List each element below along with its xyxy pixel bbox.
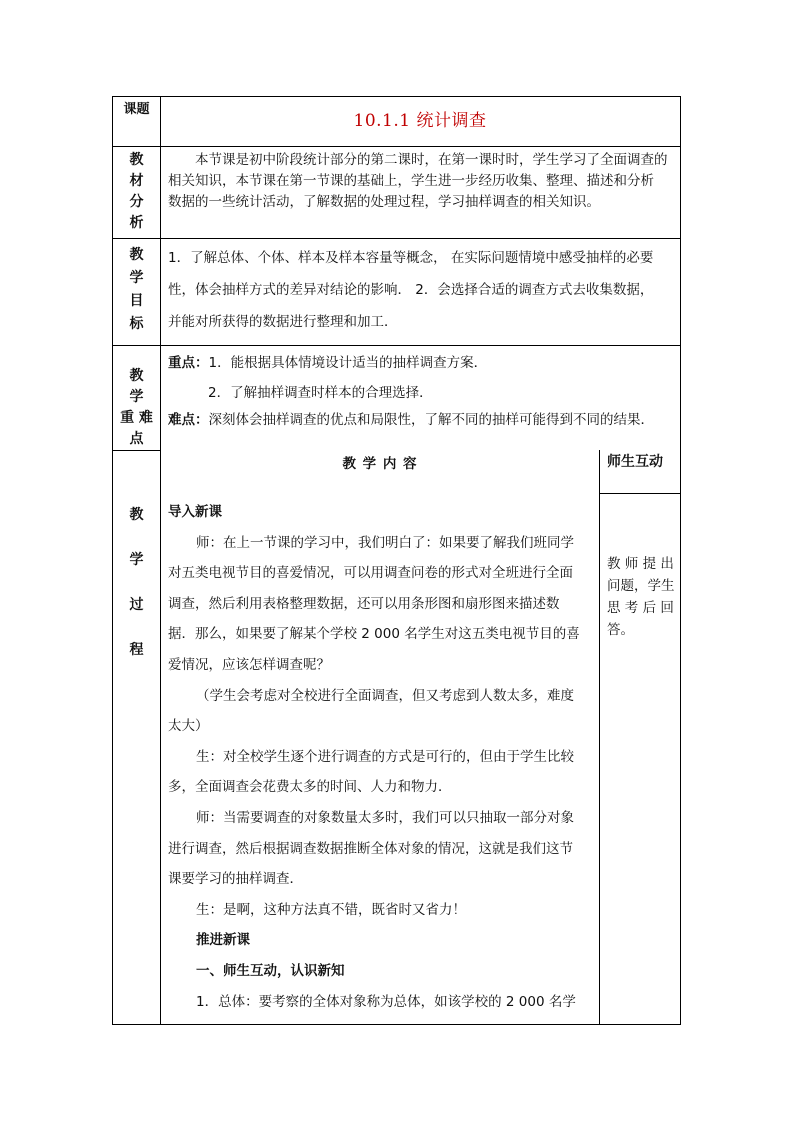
row-divider-4 <box>112 450 160 451</box>
content-line: （学生会考虑对全校进行全面调查，但又考虑到人数太多，难度 <box>196 688 574 704</box>
interaction-note-line: 思 考 后 回 <box>607 600 674 616</box>
keypoints-label: 教 学 重 难 点 <box>120 368 153 447</box>
content-line: 1．总体：要考察的全体对象称为总体，如该学校的 2 000 名学 <box>196 994 576 1010</box>
interaction-header-divider <box>600 493 681 494</box>
content-line: 多，全面调查会花费太多的时间、人力和物力． <box>168 779 452 795</box>
content-line: 爱情况，应该怎样调查呢？ <box>168 657 330 673</box>
row-divider-2 <box>112 238 681 239</box>
analysis-line-2: 相关知识，本节课在第一节课的基础上，学生进一步经历收集、整理、描述和分析 <box>168 173 654 189</box>
topic-label: 课题 <box>123 102 150 117</box>
difficulty-text: 深刻体会抽样调查的优点和局限性，了解不同的抽样可能得到不同的结果． <box>208 412 654 428</box>
content-line: 调查，然后利用表格整理数据，还可以用条形图和扇形图来描述数 <box>168 596 560 612</box>
goals-line-1: 1．了解总体、个体、样本及样本容量等概念， 在实际问题情境中感受抽样的必要 <box>168 250 654 266</box>
focus-line-2: 2．了解抽样调查时样本的合理选择． <box>208 385 433 401</box>
content-line: 师：当需要调查的对象数量太多时，我们可以只抽取一部分对象 <box>196 810 574 826</box>
content-line: 生：对全校学生逐个进行调查的方式是可行的，但由于学生比较 <box>196 749 574 765</box>
interaction-header: 师生互动 <box>607 454 663 470</box>
goals-line-2: 性，体会抽样方式的差异对结论的影响． 2．会选择合适的调查方式去收集数据， <box>168 282 654 298</box>
content-line: 课要学习的抽样调查． <box>168 871 303 887</box>
interaction-column-divider <box>599 450 600 1025</box>
section-heading: 一、师生互动，认识新知 <box>196 963 345 979</box>
goals-label: 教 学 目 标 <box>129 247 144 332</box>
focus-line-1 <box>168 353 487 373</box>
interaction-note-line: 答。 <box>607 622 634 638</box>
process-label: 教 学 过 程 <box>129 507 144 658</box>
interaction-note-line: 问题，学生 <box>607 578 675 594</box>
content-header: 教 学 内 容 <box>342 456 418 472</box>
content-line: 师：在上一节课的学习中，我们明白了：如果要了解我们班同学 <box>196 535 574 551</box>
content-line: 太大） <box>168 718 209 734</box>
section-heading: 导入新课 <box>168 504 222 520</box>
table-border-top <box>112 96 681 97</box>
analysis-line-3: 数据的一些统计活动，了解数据的处理过程，学习抽样调查的相关知识。 <box>168 194 600 210</box>
analysis-line-1: 本节课是初中阶段统计部分的第二课时，在第一课时时，学生学习了全面调查的 <box>168 152 668 168</box>
difficulty-tag: 难点： <box>168 412 209 428</box>
row-divider-3 <box>112 345 681 346</box>
interaction-note-line: 教 师 提 出 <box>607 556 674 572</box>
content-line: 生：是啊，这种方法真不错，既省时又省力！ <box>196 902 466 918</box>
table-border-right <box>680 96 681 1025</box>
label-column-divider <box>160 96 161 1025</box>
lesson-title: 10.1.1 统计调查 <box>353 111 487 131</box>
focus-tag: 重点： <box>168 355 209 371</box>
goals-line-3: 并能对所获得的数据进行整理和加工． <box>168 314 398 330</box>
interaction-note <box>607 553 675 641</box>
focus-text-1: 1．能根据具体情境设计适当的抽样调查方案． <box>208 355 488 371</box>
content-line: 据．那么，如果要了解某个学校 2 000 名学生对这五类电视节目的喜 <box>168 626 580 642</box>
difficulty-line <box>168 410 654 430</box>
section-heading: 推进新课 <box>196 932 250 948</box>
row-divider-1 <box>112 146 681 147</box>
content-line: 进行调查，然后根据调查数据推断全体对象的情况，这就是我们这节 <box>168 841 573 857</box>
analysis-label: 教 材 分 析 <box>129 152 144 231</box>
content-line: 对五类电视节目的喜爱情况，可以用调查问卷的形式对全班进行全面 <box>168 565 573 581</box>
table-border-bottom <box>112 1024 681 1025</box>
